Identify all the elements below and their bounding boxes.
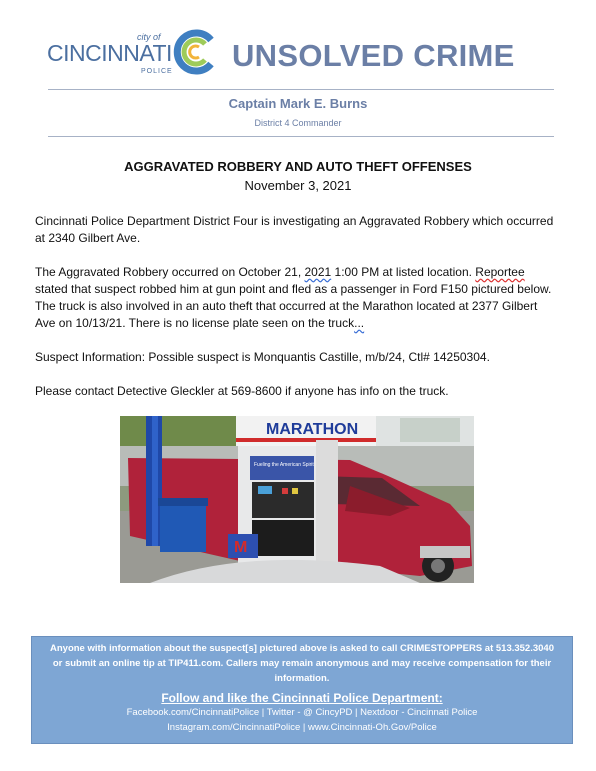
crimestoppers-footer bbox=[31, 636, 573, 744]
paragraph-investigation: Cincinnati Police Department District Four is investigating an Aggravated Robbery which occurred at 2340 Gilbert Ave. bbox=[35, 214, 554, 245]
details-text-a: The Aggravated Robbery occurred on October 21, bbox=[35, 265, 305, 279]
paragraph-suspect: Suspect Information: Possible suspect is Monquantis Castille, m/b/24, Ctl# 14250304. bbox=[35, 350, 490, 364]
details-text-c: stated that suspect robbed him at gun point and fled as a passenger in Ford F150 pictured below. The truck is also involved in an auto theft that occurred at the Marathon located at 2377 Gilbert Ave on 10/13/21. There is no license plate seen on the truck bbox=[35, 282, 552, 330]
marathon-sign: MARATHON bbox=[266, 421, 359, 438]
bulletin-date: November 3, 2021 bbox=[244, 178, 352, 193]
logo-name: CINCINNATI bbox=[47, 40, 172, 66]
footer-follow-heading: Follow and like the Cincinnati Police Department: bbox=[161, 691, 443, 705]
paragraph-contact: Please contact Detective Gleckler at 569-8600 if anyone has info on the truck. bbox=[35, 384, 449, 398]
bulletin-headline: AGGRAVATED ROBBERY AND AUTO THEFT OFFENSES bbox=[124, 159, 472, 174]
details-text-b: 1:00 PM at listed location. bbox=[331, 265, 476, 279]
header-divider-top bbox=[48, 89, 554, 90]
details-reportee: Reportee bbox=[475, 265, 525, 279]
pump-sign: Fueling the American Spirit bbox=[254, 462, 314, 468]
details-year: 2021 bbox=[304, 265, 332, 279]
paragraph-details bbox=[35, 264, 557, 332]
footer-social-line-1: Facebook.com/CincinnatiPolice | Twitter - @ CincyPD | Nextdoor - Cincinnati Police bbox=[126, 707, 478, 718]
logo-c-icon bbox=[171, 28, 219, 76]
gas-station-scene bbox=[120, 416, 474, 583]
captain-name: Captain Mark E. Burns bbox=[228, 96, 368, 111]
footer-info: Anyone with information about the suspect[s] pictured above is asked to call CRIMESTOPPERS at 513.352.3040 or submit an online tip at TIP411.com. Callers may remain anonymous and may receive compensation for their information. bbox=[50, 643, 554, 684]
details-ellipsis: ... bbox=[354, 316, 365, 330]
page-title: UNSOLVED CRIME bbox=[232, 38, 515, 73]
footer-social-line-2: Instagram.com/CincinnatiPolice | www.Cincinnati-Oh.Gov/Police bbox=[167, 722, 437, 733]
truck-photo bbox=[120, 416, 474, 583]
logo-city-of: city of bbox=[137, 32, 161, 42]
commander-title: District 4 Commander bbox=[254, 118, 342, 128]
header-divider-bottom bbox=[48, 136, 554, 137]
header bbox=[40, 22, 560, 88]
cincinnati-police-logo bbox=[45, 28, 215, 84]
logo-police: POLICE bbox=[141, 68, 173, 75]
pump-badge: M bbox=[234, 539, 248, 556]
